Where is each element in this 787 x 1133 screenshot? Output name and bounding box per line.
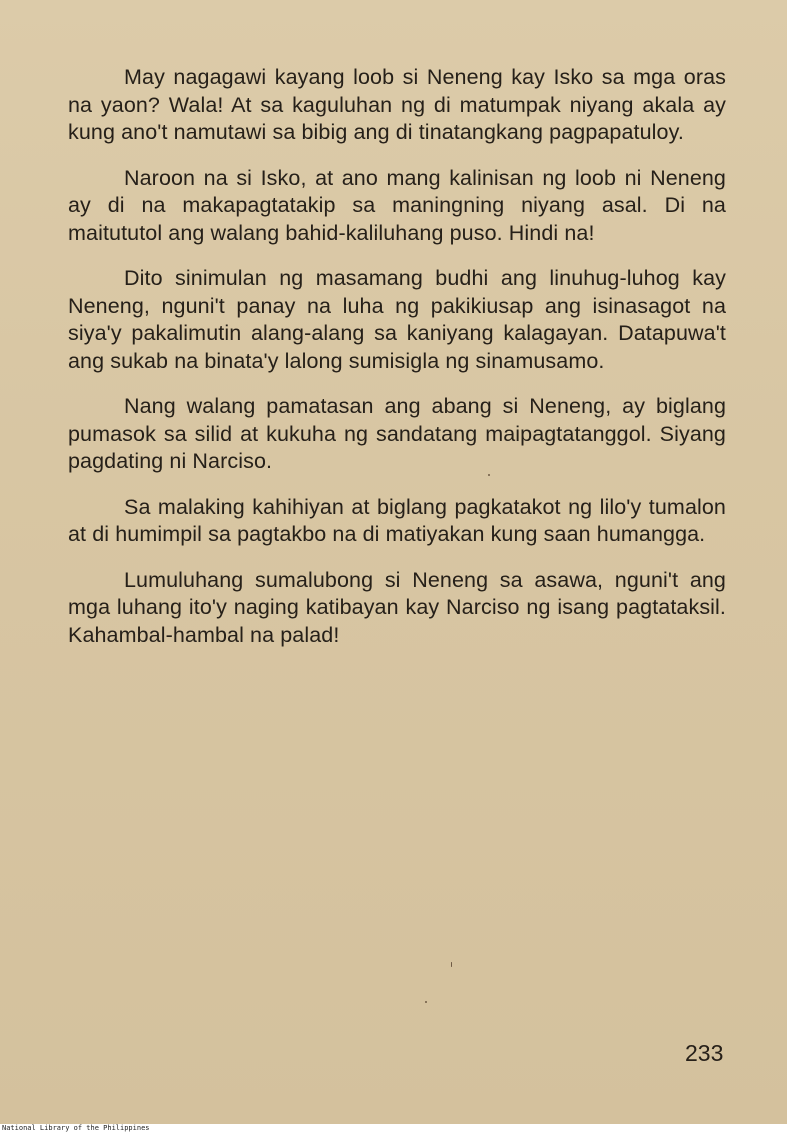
paragraph: May nagagawi kayang loob si Neneng kay Isko sa mga oras na yaon? Wala! At sa kaguluhan ng di matumpak niyang akala ay kung ano't namutawi sa bibig ang di tinatangkang pagpapatuloy. [68, 65, 726, 144]
paragraph: Sa malaking kahihiyan at biglang pagkatakot ng lilo'y tumalon at di humimpil sa pagtakbo na di matiyakan kung saan humangga. [68, 494, 726, 546]
paragraph: Nang walang pamatasan ang abang si Neneng, ay biglang pumasok sa silid at kukuha ng sandatang maipagtatanggol. Siyang pagdating ni Narciso. [68, 394, 726, 473]
ink-speck [425, 1001, 427, 1003]
page-number: 233 [685, 1040, 724, 1066]
ink-speck [488, 474, 490, 476]
paragraph: Dito sinimulan ng masamang budhi ang linuhug-luhog kay Neneng, nguni't panay na luha ng pakikiusap ang isinasagot na siya'y pakalimutin alang-alang sa kaniyang kalagayan. Datapuwa't ang sukab na binata'y lalong sumisigla ng sinamusamo. [68, 266, 726, 373]
library-credit: National Library of the Philippines [2, 1124, 150, 1132]
paragraph: Naroon na si Isko, at ano mang kalinisan ng loob ni Neneng ay di na makapagtatakip sa maningning niyang asal. Di na maitututol ang walang bahid-kaliluhang puso. Hindi na! [68, 165, 726, 245]
ink-speck [451, 962, 452, 967]
body-text [68, 64, 726, 667]
paragraph: Lumuluhang sumalubong si Neneng sa asawa, nguni't ang mga luhang ito'y naging katibayan kay Narciso ng isang pagtataksil. Kahambal-hambal na palad! [68, 567, 726, 647]
